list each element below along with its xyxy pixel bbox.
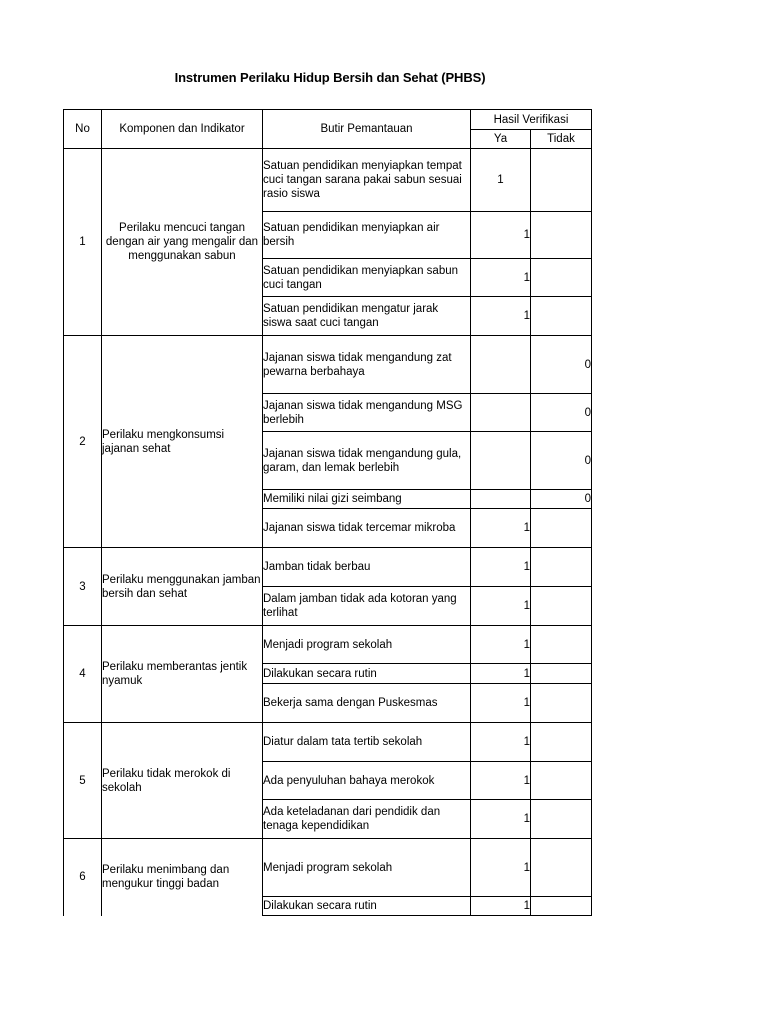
ya-cell: 1 — [471, 509, 531, 548]
group-komponen: Perilaku menimbang dan mengukur tinggi badan — [102, 839, 263, 916]
tidak-cell — [531, 839, 592, 897]
butir-cell: Diatur dalam tata tertib sekolah — [263, 723, 471, 762]
butir-cell: Dilakukan secara rutin — [263, 664, 471, 684]
tidak-cell: 0 — [531, 490, 592, 509]
tidak-cell — [531, 800, 592, 839]
ya-cell: 1 — [471, 587, 531, 626]
ya-cell: 1 — [471, 149, 531, 212]
butir-cell: Jajanan siswa tidak mengandung zat pewarna berbahaya — [263, 336, 471, 394]
group-number: 3 — [64, 548, 102, 626]
butir-cell: Satuan pendidikan menyiapkan tempat cuci tangan sarana pakai sabun sesuai rasio siswa — [263, 149, 471, 212]
ya-cell: 1 — [471, 723, 531, 762]
ya-cell: 1 — [471, 664, 531, 684]
header-tidak: Tidak — [531, 130, 592, 149]
tidak-cell — [531, 548, 592, 587]
tidak-cell — [531, 762, 592, 800]
tidak-cell — [531, 509, 592, 548]
butir-cell: Satuan pendidikan menyiapkan air bersih — [263, 212, 471, 259]
tidak-cell — [531, 149, 592, 212]
tidak-cell — [531, 212, 592, 259]
butir-cell: Jajanan siswa tidak mengandung gula, garam, dan lemak berlebih — [263, 432, 471, 490]
group-komponen: Perilaku memberantas jentik nyamuk — [102, 626, 263, 723]
phbs-table — [63, 109, 592, 916]
ya-cell — [471, 432, 531, 490]
group-number: 6 — [64, 839, 102, 916]
tidak-cell — [531, 723, 592, 762]
tidak-cell — [531, 897, 592, 916]
butir-cell: Memiliki nilai gizi seimbang — [263, 490, 471, 509]
ya-cell: 1 — [471, 684, 531, 723]
header-no: No — [64, 110, 102, 149]
group-number: 2 — [64, 336, 102, 548]
group-komponen: Perilaku mengkonsumsi jajanan sehat — [102, 336, 263, 548]
butir-cell: Dalam jamban tidak ada kotoran yang terlihat — [263, 587, 471, 626]
tidak-cell — [531, 626, 592, 664]
group-komponen: Perilaku menggunakan jamban bersih dan sehat — [102, 548, 263, 626]
butir-cell: Satuan pendidikan mengatur jarak siswa saat cuci tangan — [263, 297, 471, 336]
ya-cell: 1 — [471, 212, 531, 259]
ya-cell: 1 — [471, 626, 531, 664]
ya-cell: 1 — [471, 548, 531, 587]
group-number: 1 — [64, 149, 102, 336]
tidak-cell: 0 — [531, 394, 592, 432]
ya-cell — [471, 336, 531, 394]
butir-cell: Satuan pendidikan menyiapkan sabun cuci tangan — [263, 259, 471, 297]
tidak-cell: 0 — [531, 336, 592, 394]
butir-cell: Jajanan siswa tidak tercemar mikroba — [263, 509, 471, 548]
header-ya: Ya — [471, 130, 531, 149]
butir-cell: Ada keteladanan dari pendidik dan tenaga kependidikan — [263, 800, 471, 839]
tidak-cell: 0 — [531, 432, 592, 490]
butir-cell: Jajanan siswa tidak mengandung MSG berlebih — [263, 394, 471, 432]
butir-cell: Jamban tidak berbau — [263, 548, 471, 587]
butir-cell: Dilakukan secara rutin — [263, 897, 471, 916]
ya-cell: 1 — [471, 259, 531, 297]
tidak-cell — [531, 664, 592, 684]
group-number: 4 — [64, 626, 102, 723]
group-komponen: Perilaku tidak merokok di sekolah — [102, 723, 263, 839]
header-komponen: Komponen dan Indikator — [102, 110, 263, 149]
ya-cell: 1 — [471, 297, 531, 336]
ya-cell: 1 — [471, 762, 531, 800]
header-butir: Butir Pemantauan — [263, 110, 471, 149]
butir-cell: Menjadi program sekolah — [263, 626, 471, 664]
group-number: 5 — [64, 723, 102, 839]
group-komponen: Perilaku mencuci tangan dengan air yang mengalir dan menggunakan sabun — [102, 149, 263, 336]
document-title: Instrumen Perilaku Hidup Bersih dan Sehat (PHBS) — [174, 70, 486, 85]
butir-cell: Ada penyuluhan bahaya merokok — [263, 762, 471, 800]
tidak-cell — [531, 587, 592, 626]
butir-cell: Bekerja sama dengan Puskesmas — [263, 684, 471, 723]
tidak-cell — [531, 259, 592, 297]
ya-cell: 1 — [471, 897, 531, 916]
butir-cell: Menjadi program sekolah — [263, 839, 471, 897]
tidak-cell — [531, 684, 592, 723]
ya-cell — [471, 394, 531, 432]
ya-cell: 1 — [471, 800, 531, 839]
ya-cell: 1 — [471, 839, 531, 897]
ya-cell — [471, 490, 531, 509]
tidak-cell — [531, 297, 592, 336]
header-hasil-verifikasi: Hasil Verifikasi — [471, 110, 592, 130]
